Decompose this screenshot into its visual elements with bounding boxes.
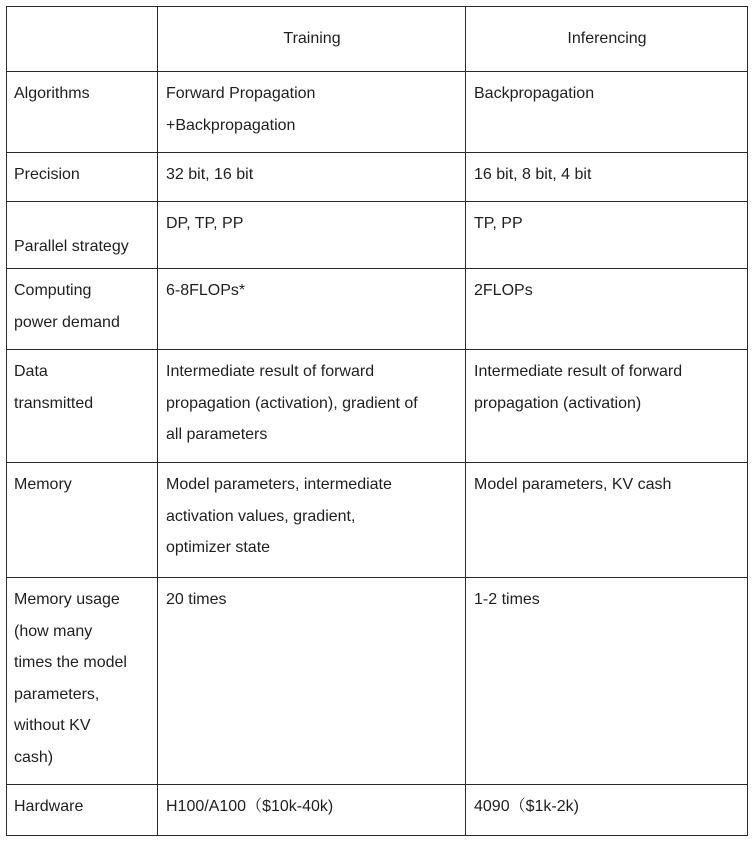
training-vs-inferencing-table [6, 6, 748, 836]
header-inferencing: Inferencing [466, 7, 748, 72]
training-cell: 6-8FLOPs* [158, 269, 466, 350]
row-label: Precision [7, 153, 158, 202]
row-label: Data transmitted [7, 350, 158, 463]
training-cell: 32 bit, 16 bit [158, 153, 466, 202]
row-label: Parallel strategy [7, 202, 158, 269]
training-cell: Model parameters, intermediate activation values, gradient, optimizer state [158, 463, 466, 578]
inferencing-cell: Backpropagation [466, 72, 748, 153]
training-cell: H100/A100（$10k-40k) [158, 785, 466, 836]
table-row [7, 463, 748, 578]
table-row [7, 785, 748, 836]
inferencing-cell: TP, PP [466, 202, 748, 269]
table-row [7, 269, 748, 350]
row-label: Memory usage (how many times the model parameters, without KV cash) [7, 578, 158, 785]
table-row [7, 202, 748, 269]
training-cell: Intermediate result of forward propagation (activation), gradient of all parameters [158, 350, 466, 463]
table-row [7, 350, 748, 463]
table-row [7, 578, 748, 785]
row-label: Hardware [7, 785, 158, 836]
inferencing-cell: 4090（$1k-2k) [466, 785, 748, 836]
row-label: Algorithms [7, 72, 158, 153]
header-corner-cell [7, 7, 158, 72]
training-cell: 20 times [158, 578, 466, 785]
inferencing-cell: Model parameters, KV cash [466, 463, 748, 578]
row-label: Computing power demand [7, 269, 158, 350]
inferencing-cell: 16 bit, 8 bit, 4 bit [466, 153, 748, 202]
inferencing-cell: 1-2 times [466, 578, 748, 785]
training-cell: DP, TP, PP [158, 202, 466, 269]
table-row [7, 72, 748, 153]
training-cell: Forward Propagation +Backpropagation [158, 72, 466, 153]
table-row [7, 153, 748, 202]
row-label: Memory [7, 463, 158, 578]
comparison-table-container [6, 6, 748, 836]
inferencing-cell: Intermediate result of forward propagation (activation) [466, 350, 748, 463]
inferencing-cell: 2FLOPs [466, 269, 748, 350]
header-training: Training [158, 7, 466, 72]
table-header-row [7, 7, 748, 72]
